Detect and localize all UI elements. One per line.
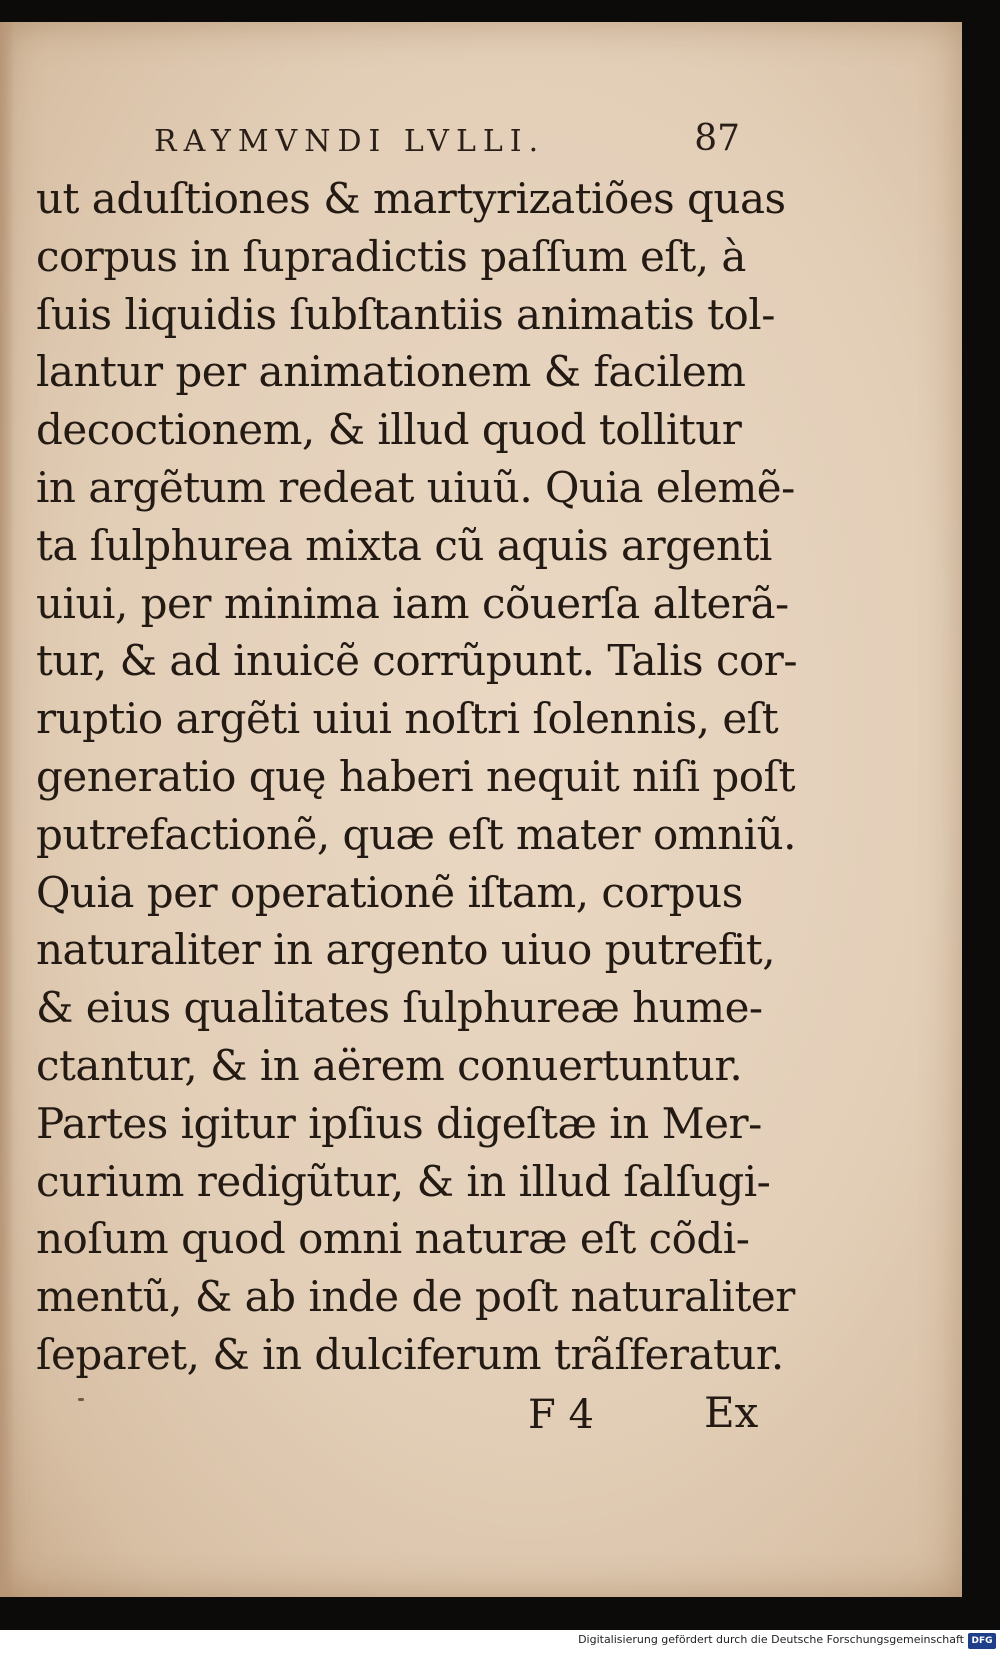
footer-bar xyxy=(0,1630,1000,1653)
text-line: ta ſulphurea mixta cũ aquis argenti xyxy=(36,520,772,570)
running-head xyxy=(40,102,750,162)
text-line: ctantur, & in aërem conuertuntur. xyxy=(36,1040,743,1090)
catchword: Ex xyxy=(704,1388,759,1437)
text-line: Quia per operationẽ iſtam, corpus xyxy=(36,867,743,917)
text-line: ut aduſtiones & martyrizatiões quas xyxy=(36,174,786,223)
text-line: decoctionem, & illud quod tollitur xyxy=(36,405,742,455)
signature-mark: F 4 xyxy=(528,1392,594,1438)
text-line: curium redigũtur, & in illud ſalſugi- xyxy=(36,1156,771,1206)
ink-speck xyxy=(78,1398,84,1401)
text-line: tur, & ad inuicẽ corrũpunt. Talis cor- xyxy=(36,636,798,686)
running-title: RAYMVNDI LVLLI. xyxy=(154,124,546,159)
page-edge xyxy=(0,22,14,1597)
text-line: noſum quod omni naturæ eſt cõdi- xyxy=(36,1214,750,1264)
text-line: ſuis liquidis ſubſtantiis animatis tol- xyxy=(36,289,775,339)
text-line: lantur per animationem & facilem xyxy=(36,347,746,397)
text-line: & eius qualitates ſulphureæ hume- xyxy=(36,983,763,1033)
dfg-logo-icon: DFG xyxy=(968,1633,996,1649)
page-number: 87 xyxy=(694,118,740,159)
text-line: ſeparet, & in dulciferum trãſferatur. xyxy=(36,1329,784,1379)
body-text xyxy=(36,170,798,1384)
text-line: generatio quę haberi nequit niſi poſt xyxy=(36,751,795,801)
book-page xyxy=(0,22,962,1597)
text-line: Partes igitur ipſius digeſtæ in Mer- xyxy=(36,1098,762,1148)
text-line: putrefactionẽ, quæ eſt mater omniũ. xyxy=(36,809,796,859)
text-line: in argẽtum redeat uiuũ. Quia elemẽ- xyxy=(36,462,795,512)
text-line: mentũ, & ab inde de poſt naturaliter xyxy=(36,1272,795,1322)
text-line: corpus in ſupradictis paſſum eſt, à xyxy=(36,231,746,281)
text-line: uiui, per minima iam cõuerſa alterã- xyxy=(36,578,789,628)
text-line: ruptio argẽti uiui noſtri ſolennis, eſt xyxy=(36,694,779,744)
text-line: naturaliter in argento uiuo putrefit, xyxy=(36,925,776,975)
footer-credit: Digitalisierung gefördert durch die Deutsche Forschungsgemeinschaft xyxy=(578,1633,964,1646)
